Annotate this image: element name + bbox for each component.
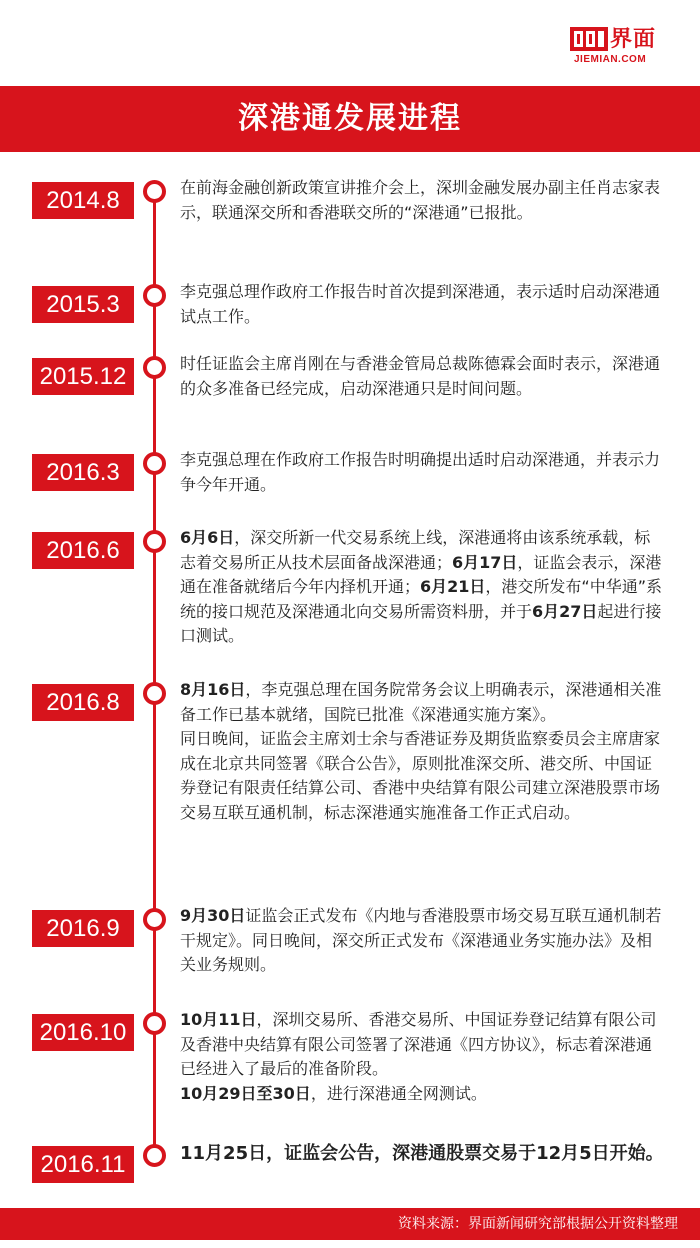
event-date: 2016.9: [32, 910, 134, 947]
timeline-dot: [143, 682, 166, 705]
event-date: 2016.10: [32, 1014, 134, 1051]
event-description: [180, 1008, 666, 1106]
event-text: ，李克强总理在国务院常务会议上明确表示，深港通相关准备工作已基本就绪，国院已批准《深港通实施方案》。: [180, 680, 662, 724]
jiemian-logo-icon: [570, 27, 608, 51]
event-description: [180, 904, 666, 978]
event-text: 李克强总理作政府工作报告时首次提到深港通，表示适时启动深港通试点工作。: [180, 282, 661, 326]
timeline-dot: [143, 180, 166, 203]
event-date: 2014.8: [32, 182, 134, 219]
timeline-dot: [143, 452, 166, 475]
event-paragraph: [180, 727, 666, 825]
event-text: 李克强总理在作政府工作报告时明确提出适时启动深港通，并表示力争今年开通。: [180, 450, 661, 494]
event-paragraph: [180, 352, 666, 401]
event-date-highlight: 10月11日: [180, 1010, 257, 1029]
event-paragraph: [180, 1008, 666, 1082]
event-paragraph: [180, 280, 666, 329]
event-date-highlight: 6月27日: [532, 601, 598, 621]
event-text: 证监会正式发布《内地与香港股票市场交易互联互通机制若干规定》。同日晚间，深交所正式发布《深港通业务实施办法》及相关业务规则。: [180, 906, 662, 974]
event-date-highlight: 10月29日至30日: [180, 1083, 311, 1103]
event-date-highlight: 6月6日: [180, 528, 235, 547]
event-description: [180, 176, 666, 225]
title-bar: [0, 86, 700, 152]
event-text: 时任证监会主席肖刚在与香港金管局总裁陈德霖会面时表示，深港通的众多准备已经完成，启动深港通只是时间问题。: [180, 354, 661, 398]
event-date-highlight: 6月17日: [452, 552, 518, 572]
logo-name: 界面: [610, 27, 657, 52]
event-paragraph: [180, 1140, 666, 1167]
timeline-dot: [143, 356, 166, 379]
event-date-highlight: 11月25日，证监会公告，深港通股票交易于12月5日开始。: [180, 1143, 664, 1164]
footer-bar: [0, 1208, 700, 1240]
timeline-dot: [143, 1144, 166, 1167]
event-date: 2016.11: [32, 1146, 134, 1183]
event-text: 同日晚间，证监会主席刘士余与香港证券及期货监察委员会主席唐家成在北京共同签署《联合公告》，原则批准深交所、港交所、中国证券登记有限责任结算公司、香港中央结算有限公司建立深港股票市场交易互联互通机制，标志深港通实施准备工作正式启动。: [180, 729, 661, 822]
event-paragraph: [180, 176, 666, 225]
event-date-highlight: 9月30日: [180, 906, 246, 925]
event-text: ，进行深港通全网测试。: [310, 1083, 487, 1103]
timeline-dot: [143, 908, 166, 931]
event-text: 在前海金融创新政策宣讲推介会上，深圳金融发展办副主任肖志家表示，联通深交所和香港联交所的“深港通”已报批。: [180, 178, 661, 222]
event-date-highlight: 6月21日: [420, 577, 486, 596]
event-date: 2015.12: [32, 358, 134, 395]
page-title: 深港通发展进程: [238, 101, 462, 136]
event-description: [180, 280, 666, 329]
event-paragraph: [180, 1082, 666, 1107]
event-text: ，深交所新一代交易系统上线，深港通将由该系统承载，标志着交易所正从技术层面备战深港通；: [180, 528, 651, 572]
event-description: [180, 352, 666, 401]
event-paragraph: [180, 526, 666, 649]
event-date: 2015.3: [32, 286, 134, 323]
event-description: [180, 448, 666, 497]
event-description: [180, 526, 666, 649]
source-note: 资料来源：界面新闻研究部根据公开资料整理: [398, 1216, 678, 1232]
timeline-dot: [143, 1012, 166, 1035]
event-text: ，深圳交易所、香港交易所、中国证券登记结算有限公司及香港中央结算有限公司签署了深港通《四方协议》，标志着深港通已经进入了最后的准备阶段。: [180, 1010, 657, 1078]
logo-domain: JIEMIAN.COM: [574, 54, 647, 65]
event-date: 2016.6: [32, 532, 134, 569]
event-text: 起进行接口测试。: [180, 601, 662, 645]
event-description: [180, 1140, 666, 1167]
event-date-highlight: 8月16日: [180, 680, 246, 699]
event-text: ，港交所发布“中华通”系统的接口规范及深港通北向交易所需资料册，并于: [180, 577, 663, 621]
event-text: ，证监会表示，深港通在准备就绪后今年内择机开通；: [180, 552, 662, 596]
event-date: 2016.3: [32, 454, 134, 491]
event-paragraph: [180, 678, 666, 727]
event-paragraph: [180, 448, 666, 497]
timeline-dot: [143, 284, 166, 307]
event-description: [180, 678, 666, 825]
jiemian-logo: [570, 26, 682, 70]
event-date: 2016.8: [32, 684, 134, 721]
event-paragraph: [180, 904, 666, 978]
timeline-dot: [143, 530, 166, 553]
